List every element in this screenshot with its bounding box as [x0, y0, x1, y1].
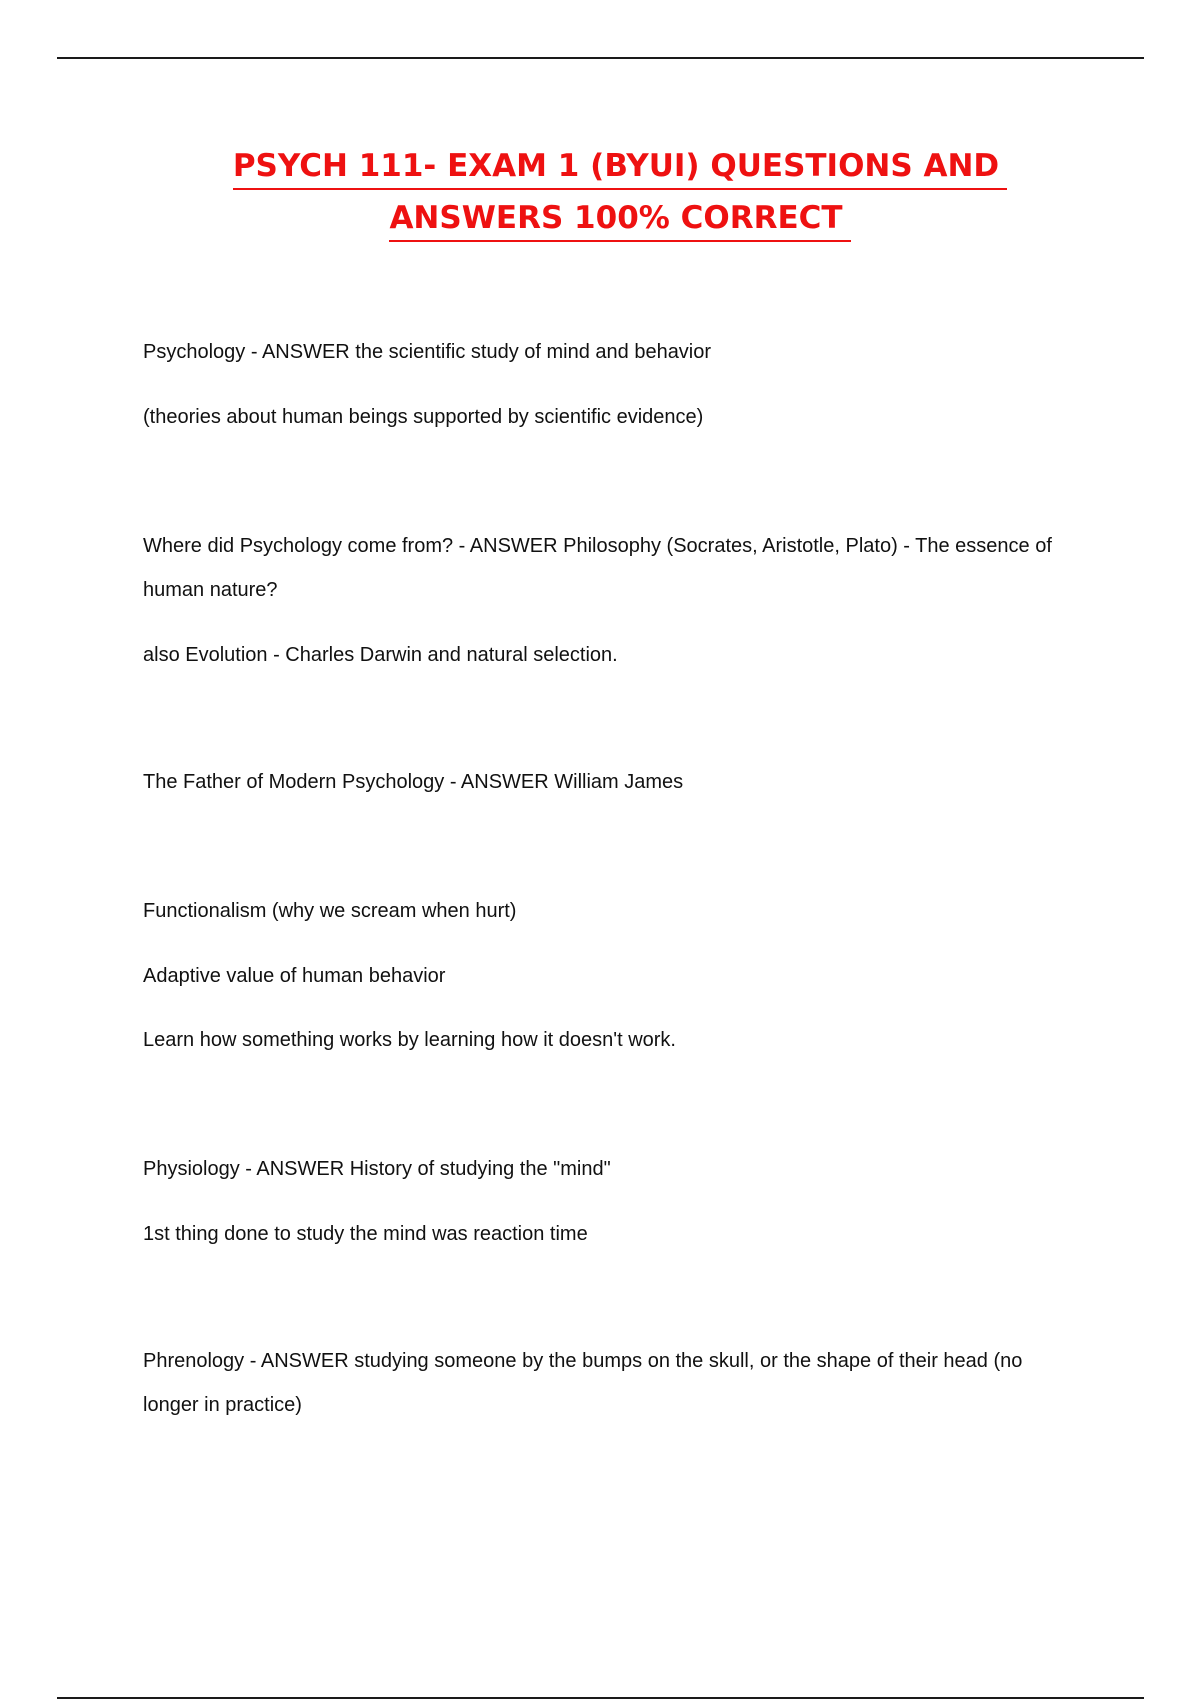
paragraph: (theories about human beings supported by scientific evidence)	[143, 406, 704, 428]
paragraph: Where did Psychology come from? - ANSWER Philosophy (Socrates, Aristotle, Plato) - The essence of human nature?	[143, 535, 1052, 601]
paragraph: also Evolution - Charles Darwin and natural selection.	[143, 644, 618, 666]
paragraph: Physiology - ANSWER History of studying the "mind"	[143, 1158, 611, 1180]
paragraph: The Father of Modern Psychology - ANSWER William James	[143, 771, 684, 793]
paragraph: Learn how something works by learning how it doesn't work.	[143, 1029, 676, 1051]
paragraph: Psychology - ANSWER the scientific study of mind and behavior	[143, 341, 712, 363]
paragraph: Functionalism (why we scream when hurt)	[143, 900, 517, 922]
top-rule	[57, 57, 1144, 59]
paragraph: Phrenology - ANSWER studying someone by the bumps on the skull, or the shape of their head (no longer in practice)	[143, 1350, 1023, 1416]
paragraph: Adaptive value of human behavior	[143, 965, 446, 987]
title-line-2: ANSWERS 100% CORRECT	[389, 196, 850, 242]
paragraph: 1st thing done to study the mind was reaction time	[143, 1223, 588, 1245]
document-title	[0, 140, 1200, 244]
bottom-rule	[57, 1697, 1144, 1699]
title-line-1: PSYCH 111- EXAM 1 (BYUI) QUESTIONS AND	[233, 144, 1007, 190]
